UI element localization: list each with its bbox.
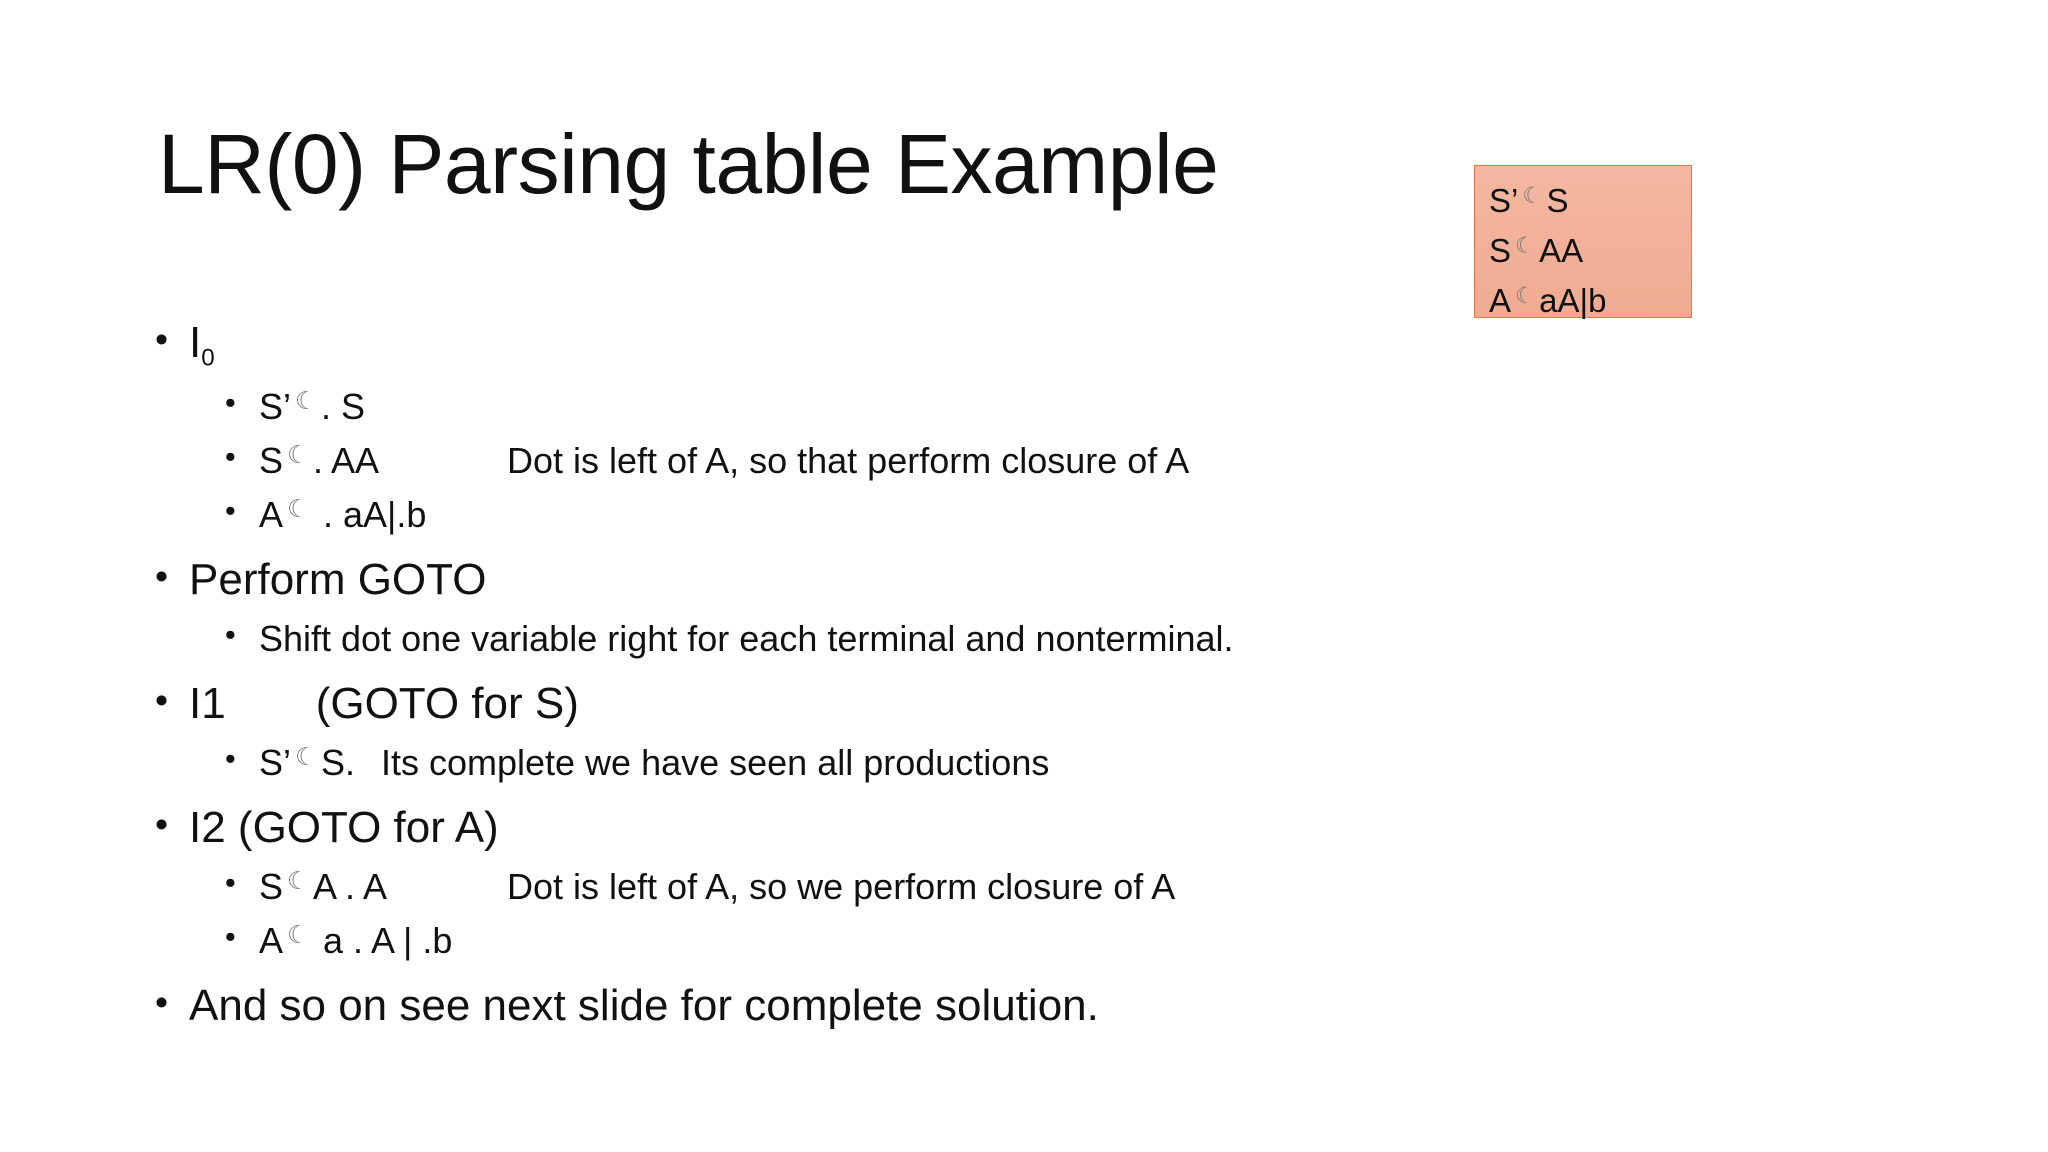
production-lhs: S (259, 440, 284, 481)
goto-description: Shift dot one variable right for each terminal and nonterminal. (259, 618, 1234, 659)
grammar-rhs: aA|b (1539, 282, 1607, 319)
final-note: And so on see next slide for complete solution. (189, 981, 1099, 1030)
list-item (225, 618, 1234, 660)
production-rhs: . aA|.b (312, 494, 427, 535)
production-rhs: a . A | .b (312, 920, 453, 961)
grammar-lhs: S’ (1489, 182, 1519, 219)
bullet-icon: • (155, 981, 169, 1023)
production-rhs: S. (320, 742, 355, 783)
derives-arrow-icon: ☾ (1515, 233, 1536, 259)
list-item-i0 (155, 318, 215, 372)
production-rhs: . S (320, 386, 365, 427)
production-lhs: S (259, 866, 284, 907)
list-item (225, 386, 365, 428)
completion-note: Its complete we have seen all productions (380, 742, 1050, 783)
list-item (225, 920, 452, 962)
bullet-icon: • (155, 803, 169, 845)
grammar-lhs: A (1489, 282, 1512, 319)
bullet-icon: • (225, 494, 236, 528)
production-lhs: A (259, 494, 284, 535)
goto-heading: Perform GOTO (189, 555, 487, 604)
derives-arrow-icon: ☾ (295, 388, 317, 416)
list-item-i1 (155, 679, 579, 729)
item-set-label: I1 (189, 679, 226, 728)
derives-arrow-icon: ☾ (295, 744, 317, 772)
list-item (225, 866, 387, 908)
grammar-box (1474, 165, 1692, 318)
grammar-rule (1489, 228, 1677, 278)
item-set-description: (GOTO for S) (315, 679, 579, 728)
derives-arrow-icon: ☾ (287, 922, 309, 950)
item-set-subscript: 0 (201, 344, 215, 372)
closure-note: Dot is left of A, so that perform closure of A (507, 440, 1190, 481)
list-item (225, 440, 379, 482)
grammar-rhs: S (1546, 182, 1569, 219)
derives-arrow-icon: ☾ (287, 496, 309, 524)
production-lhs: A (259, 920, 284, 961)
production-lhs: S’ (259, 742, 292, 783)
bullet-icon: • (225, 920, 236, 954)
bullet-icon: • (225, 866, 236, 900)
derives-arrow-icon: ☾ (1515, 283, 1536, 309)
production-rhs: . AA (312, 440, 379, 481)
list-item-final (155, 981, 1099, 1031)
item-set-label: I (189, 318, 202, 367)
bullet-icon: • (225, 742, 236, 776)
grammar-rule (1489, 278, 1677, 328)
bullet-icon: • (225, 440, 236, 474)
production-lhs: S’ (259, 386, 292, 427)
bullet-icon: • (225, 386, 236, 420)
derives-arrow-icon: ☾ (287, 442, 309, 470)
grammar-lhs: S (1489, 232, 1512, 269)
production-rhs: A . A (312, 866, 388, 907)
closure-note: Dot is left of A, so we perform closure of A (507, 866, 1176, 907)
grammar-rule (1489, 178, 1677, 228)
derives-arrow-icon: ☾ (287, 868, 309, 896)
bullet-icon: • (155, 679, 169, 721)
list-item (225, 742, 1049, 784)
slide-title: LR(0) Parsing table Example (158, 117, 1219, 211)
grammar-rhs: AA (1539, 232, 1584, 269)
list-item (225, 494, 426, 536)
bullet-icon: • (155, 555, 169, 597)
bullet-icon: • (155, 318, 169, 360)
list-item-goto (155, 555, 486, 605)
derives-arrow-icon: ☾ (1522, 183, 1543, 209)
item-set-heading: I2 (GOTO for A) (189, 803, 499, 852)
list-item-i2 (155, 803, 499, 853)
bullet-icon: • (225, 618, 236, 652)
